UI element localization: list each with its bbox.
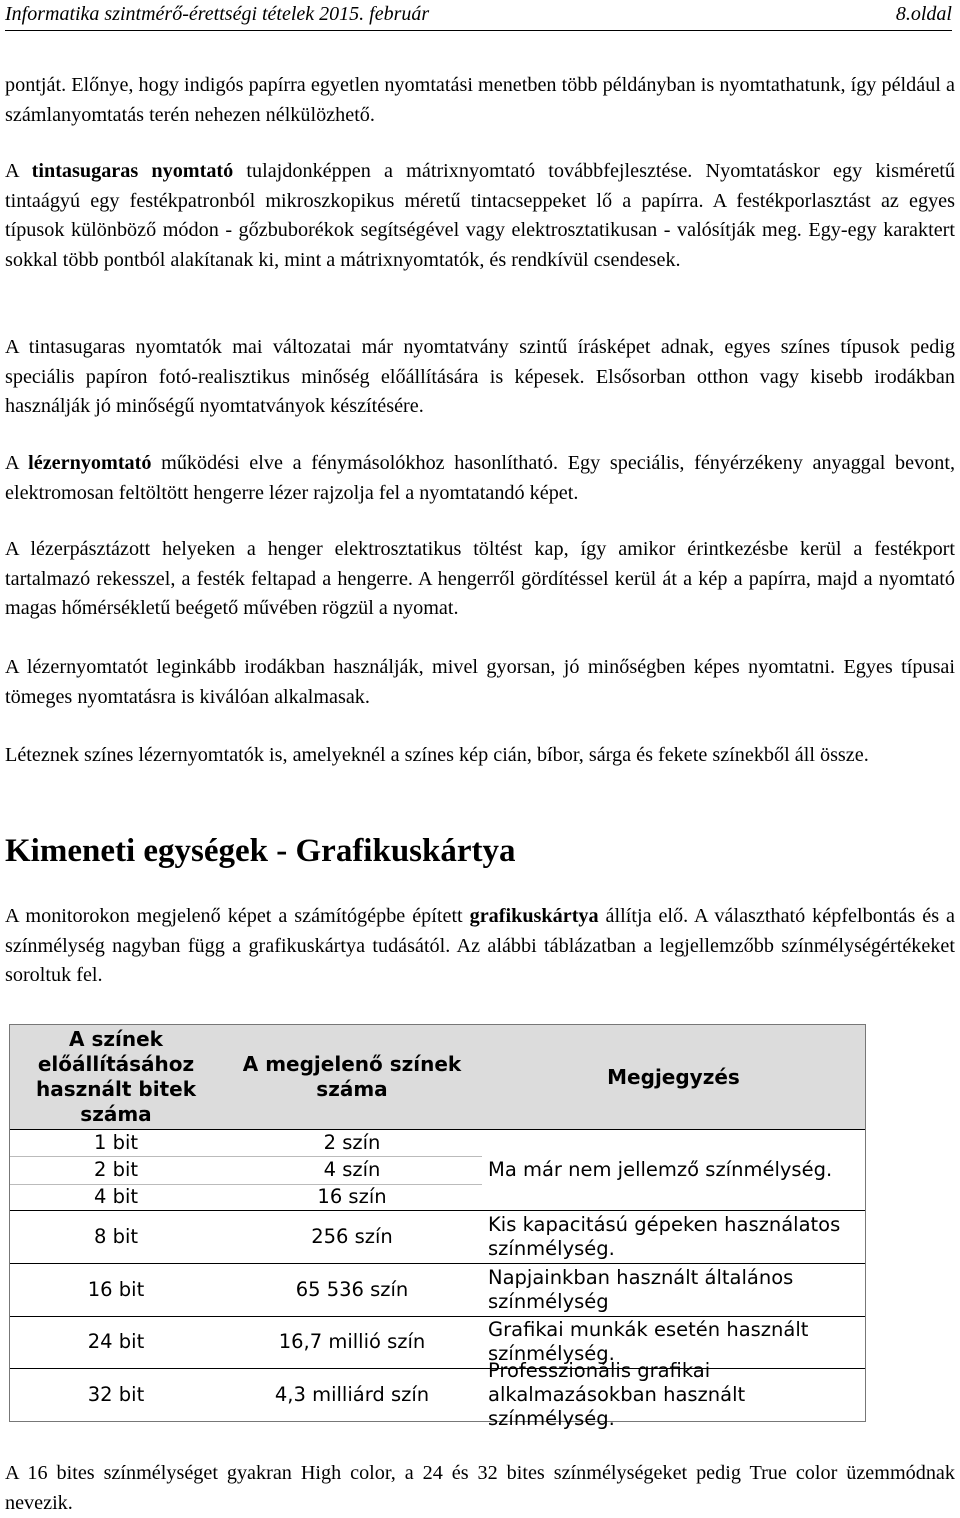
paragraph-laser: A lézernyomtató működési elve a fénymásolókhoz hasonlítható. Egy speciális, fényérzékeny anyaggal bevont, elektromosan feltöltött hengerre lézer rajzolja fel a nyomtatandó képet. <box>5 452 956 504</box>
cell-bits: 4 bit <box>93 1185 139 1208</box>
cell-note: Kis kapacitású gépeken használatos színmélység. <box>488 1212 841 1260</box>
paragraph-inkjet <box>5 157 955 275</box>
term-laser-printer: lézernyomtató <box>28 452 152 474</box>
table-header-row <box>10 1025 865 1129</box>
cell-colors: 16 szín <box>317 1185 387 1208</box>
cell-colors: 16,7 millió szín <box>278 1330 426 1353</box>
cell-colors: 256 szín <box>311 1224 393 1248</box>
paragraph-graphics-card: A monitorokon megjelenő képet a számítógépbe épített grafikuskártya állítja elő. A választható képfelbontás és a színmélység nagyban függ a grafikuskártya tudásától. Az alábbi táblázatban a legjellemzőbb színmélységértékeket soroltuk fel. <box>5 905 956 986</box>
page-header <box>5 0 952 31</box>
cell-colors: 2 szín <box>323 1130 381 1154</box>
paragraph-laser-usage: A lézernyomtatót leginkább irodákban használják, mivel gyorsan, jó minőségben képes nyomtatni. Egyes típusai tömeges nyomtatásra is kiválóan alkalmasak. <box>5 656 955 708</box>
header-title: Informatika szintmérő-érettségi tételek 2015. február <box>5 3 430 25</box>
cell-bits: 2 bit <box>93 1158 139 1181</box>
table-row <box>10 1263 865 1316</box>
cell-bits: 16 bit <box>87 1277 145 1301</box>
cell-bits: 24 bit <box>87 1330 145 1353</box>
cell-note: Grafikai munkák esetén használt színmélység. <box>488 1318 809 1365</box>
table-header-colors: A megjelenő színek száma <box>242 1052 462 1101</box>
cell-colors: 4,3 milliárd szín <box>274 1382 430 1406</box>
paragraph-color-modes: A 16 bites színmélységet gyakran High color, a 24 és 32 bites színmélységeket pedig True color üzemmódnak nevezik. <box>5 1462 955 1514</box>
page-number: 8.oldal <box>895 3 952 25</box>
term-graphics-card: grafikuskártya <box>469 905 599 927</box>
table-row <box>10 1358 865 1430</box>
paragraph-matrix-end: pontját. Előnye, hogy indigós papírra egyetlen nyomtatási menetben több példányban is nyomtathatunk, így például a számlanyomtatás terén nehezen nélkülözhető. <box>5 74 955 126</box>
section-heading: Kimeneti egységek - Grafikuskártya <box>5 833 516 869</box>
paragraph-color-laser: Léteznek színes lézernyomtatók is, amelyeknél a színes kép cián, bíbor, sárga és fekete színekből áll össze. <box>5 744 869 766</box>
cell-colors: 4 szín <box>323 1158 381 1181</box>
paragraph-inkjet-modern: A tintasugaras nyomtatók mai változatai már nyomtatvány szintű írásképet adnak, egyes színes típusok pedig speciális papíron fotó-realisztikus minőség előállítására is képesek. Elsősorban otthon vagy kisebb irodákban használják jó minőségű nyomtatványok készítésére. <box>5 336 955 417</box>
cell-note: Professzionális grafikai alkalmazásokban használt színmélység. <box>488 1358 746 1430</box>
cell-colors: 65 536 szín <box>295 1277 409 1301</box>
cell-note: Napjainkban használt általános színmélység <box>488 1265 794 1313</box>
cell-bits: 32 bit <box>87 1382 145 1406</box>
term-inkjet-printer: tintasugaras nyomtató <box>31 160 234 182</box>
table-row <box>10 1184 865 1210</box>
table-header-note: Megjegyzés <box>607 1064 740 1089</box>
table-row <box>10 1210 865 1263</box>
paragraph-inkjet-intro: A tintasugaras nyomtató tulajdonképpen a mátrixnyomtató továbbfejlesztése. Nyomtatáskor egy kisméretű tintaágyú egy festékpatronból mikroszkopikus méretű tintacseppeket lő a papírra. A festékporlasztást az egyes típusok különböző módon - gőzbuborékok segítségével vagy elektrosztatikusan - valósítják meg. Egy-egy karaktert sokkal több pontból alakítanak ki, mint a mátrixnyomtatók, és rendkívül csendesek. <box>5 160 955 271</box>
table-header-bits: A színek előállításához használt bitek száma <box>36 1027 196 1126</box>
cell-bits: 1 bit <box>93 1130 139 1154</box>
paragraph-laser-drum: A lézerpásztázott helyeken a henger elektrosztatikus töltést kap, így amikor érintkezésbe kerül a festékport tartalmazó rekesszel, a festék feltapad a hengerre. A hengerről gördítéssel kerül át a kép a papírra, majd a nyomtató magas hőmérsékletű beégető művében rögzül a nyomat. <box>5 538 955 619</box>
color-depth-table <box>9 1024 866 1430</box>
cell-note: Ma már nem jellemző színmélység. <box>488 1157 833 1181</box>
cell-bits: 8 bit <box>93 1224 139 1248</box>
